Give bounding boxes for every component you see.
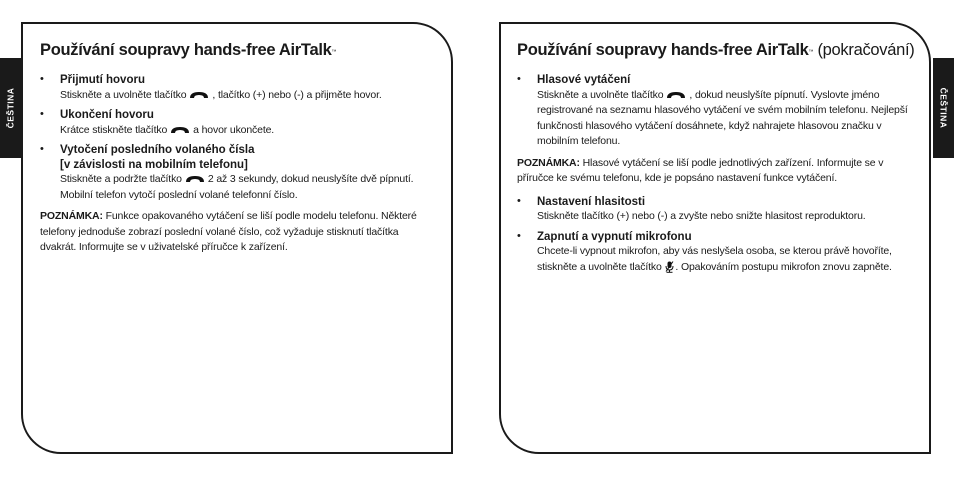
note xyxy=(40,209,437,256)
note-label: POZNÁMKA: xyxy=(517,156,580,169)
item-text-before: Stiskněte a uvolněte tlačítko xyxy=(537,88,664,101)
right-page xyxy=(499,22,931,454)
language-tab-left xyxy=(0,58,21,158)
list-item-volume xyxy=(517,195,915,225)
language-tab-label: ČEŠTINA xyxy=(938,87,949,129)
phone-button-icon xyxy=(170,126,190,134)
item-text: Stiskněte tlačítko (+) nebo (-) a zvyšte nebo snižte hlasitost reproduktoru. xyxy=(537,210,866,222)
item-title: • Hlasové vytáčení xyxy=(537,74,631,86)
note xyxy=(517,156,915,187)
left-page xyxy=(21,22,453,454)
item-text-before: Stiskněte a uvolněte tlačítko xyxy=(60,88,187,101)
list-item-answer-call xyxy=(40,73,437,103)
item-title: • Přijmutí hovoru xyxy=(60,74,145,86)
language-tab-label: ČEŠTINA xyxy=(5,87,16,129)
page-title-text: Používání soupravy hands-free AirTalk xyxy=(517,41,809,59)
phone-button-icon xyxy=(185,175,205,183)
note-text: Hlasové vytáčení se liší podle jednotlivých zařízení. Informujte se v příručce ke svému telefonu, kde je popsáno nastavení funkce vytáčení. xyxy=(517,156,884,184)
list-item-voice-dial xyxy=(517,73,915,150)
trademark-symbol: ™ xyxy=(808,49,814,55)
item-text xyxy=(60,88,437,104)
list-item-mute xyxy=(517,230,915,276)
page-title-text: Používání soupravy hands-free AirTalk xyxy=(40,41,332,59)
page-title-continued: (pokračování) xyxy=(817,41,915,59)
item-text xyxy=(60,172,437,203)
list-item-redial xyxy=(40,143,437,203)
phone-button-icon xyxy=(666,91,686,99)
left-page-content xyxy=(40,40,437,264)
list-item-end-call xyxy=(40,108,437,138)
note-text: Funkce opakovaného vytáčení se liší podle modelu telefonu. Některé telefony jednoduše zobrazí poslední volané číslo, což vyžaduje stisknutí tlačítka dvakrát. Informujte se v uživatelské příručce k zařízení. xyxy=(40,210,417,253)
page-title xyxy=(40,40,437,60)
item-text xyxy=(537,88,915,150)
item-title: • Zapnutí a vypnutí mikrofonu xyxy=(537,230,692,243)
item-text-after: 2 až 3 sekundy, dokud neuslyšíte dvě pípnutí. Mobilní telefon vytočí poslední volané telefonní číslo. xyxy=(60,173,414,201)
item-text xyxy=(537,244,915,275)
mic-mute-icon xyxy=(665,261,674,273)
instruction-list xyxy=(517,195,915,276)
item-text-after: . Opakováním postupu mikrofon znovu zapněte. xyxy=(675,260,892,273)
item-text xyxy=(60,123,437,139)
item-text-after: a hovor ukončete. xyxy=(193,123,275,136)
item-title: • Nastavení hlasitosti xyxy=(537,195,646,208)
item-text-after: , tlačítko (+) nebo (-) a přijměte hovor. xyxy=(212,88,382,101)
trademark-symbol: ™ xyxy=(331,49,337,55)
item-text-before: Chcete-li vypnout mikrofon, aby vás neslyšela osoba, se kterou právě hovoříte, stiskněte a uvolněte tlačítko xyxy=(537,245,892,273)
note-label: POZNÁMKA: xyxy=(40,210,103,222)
page-title xyxy=(517,40,915,60)
instruction-list xyxy=(517,73,915,150)
item-text-after: , dokud neuslyšíte pípnutí. Vyslovte jméno registrované na seznamu hlasového vytáčení ve svém mobilním telefonu. Nejlepší funkčnosti hlasového vytáčení dosáhnete, když nahrajete hlasovou značku v mobilním telefonu. xyxy=(537,88,908,147)
instruction-list xyxy=(40,73,437,203)
phone-button-icon xyxy=(189,91,209,99)
right-page-content xyxy=(517,40,915,280)
language-tab-right xyxy=(933,58,954,158)
item-text-before: Krátce stiskněte tlačítko xyxy=(60,123,168,136)
item-text-before: Stiskněte a podržte tlačítko xyxy=(60,173,182,185)
item-subtitle: [v závislosti na mobilním telefonu] xyxy=(60,158,248,171)
item-title: • Vytočení posledního volaného čísla xyxy=(60,144,255,156)
item-title: • Ukončení hovoru xyxy=(60,109,154,121)
